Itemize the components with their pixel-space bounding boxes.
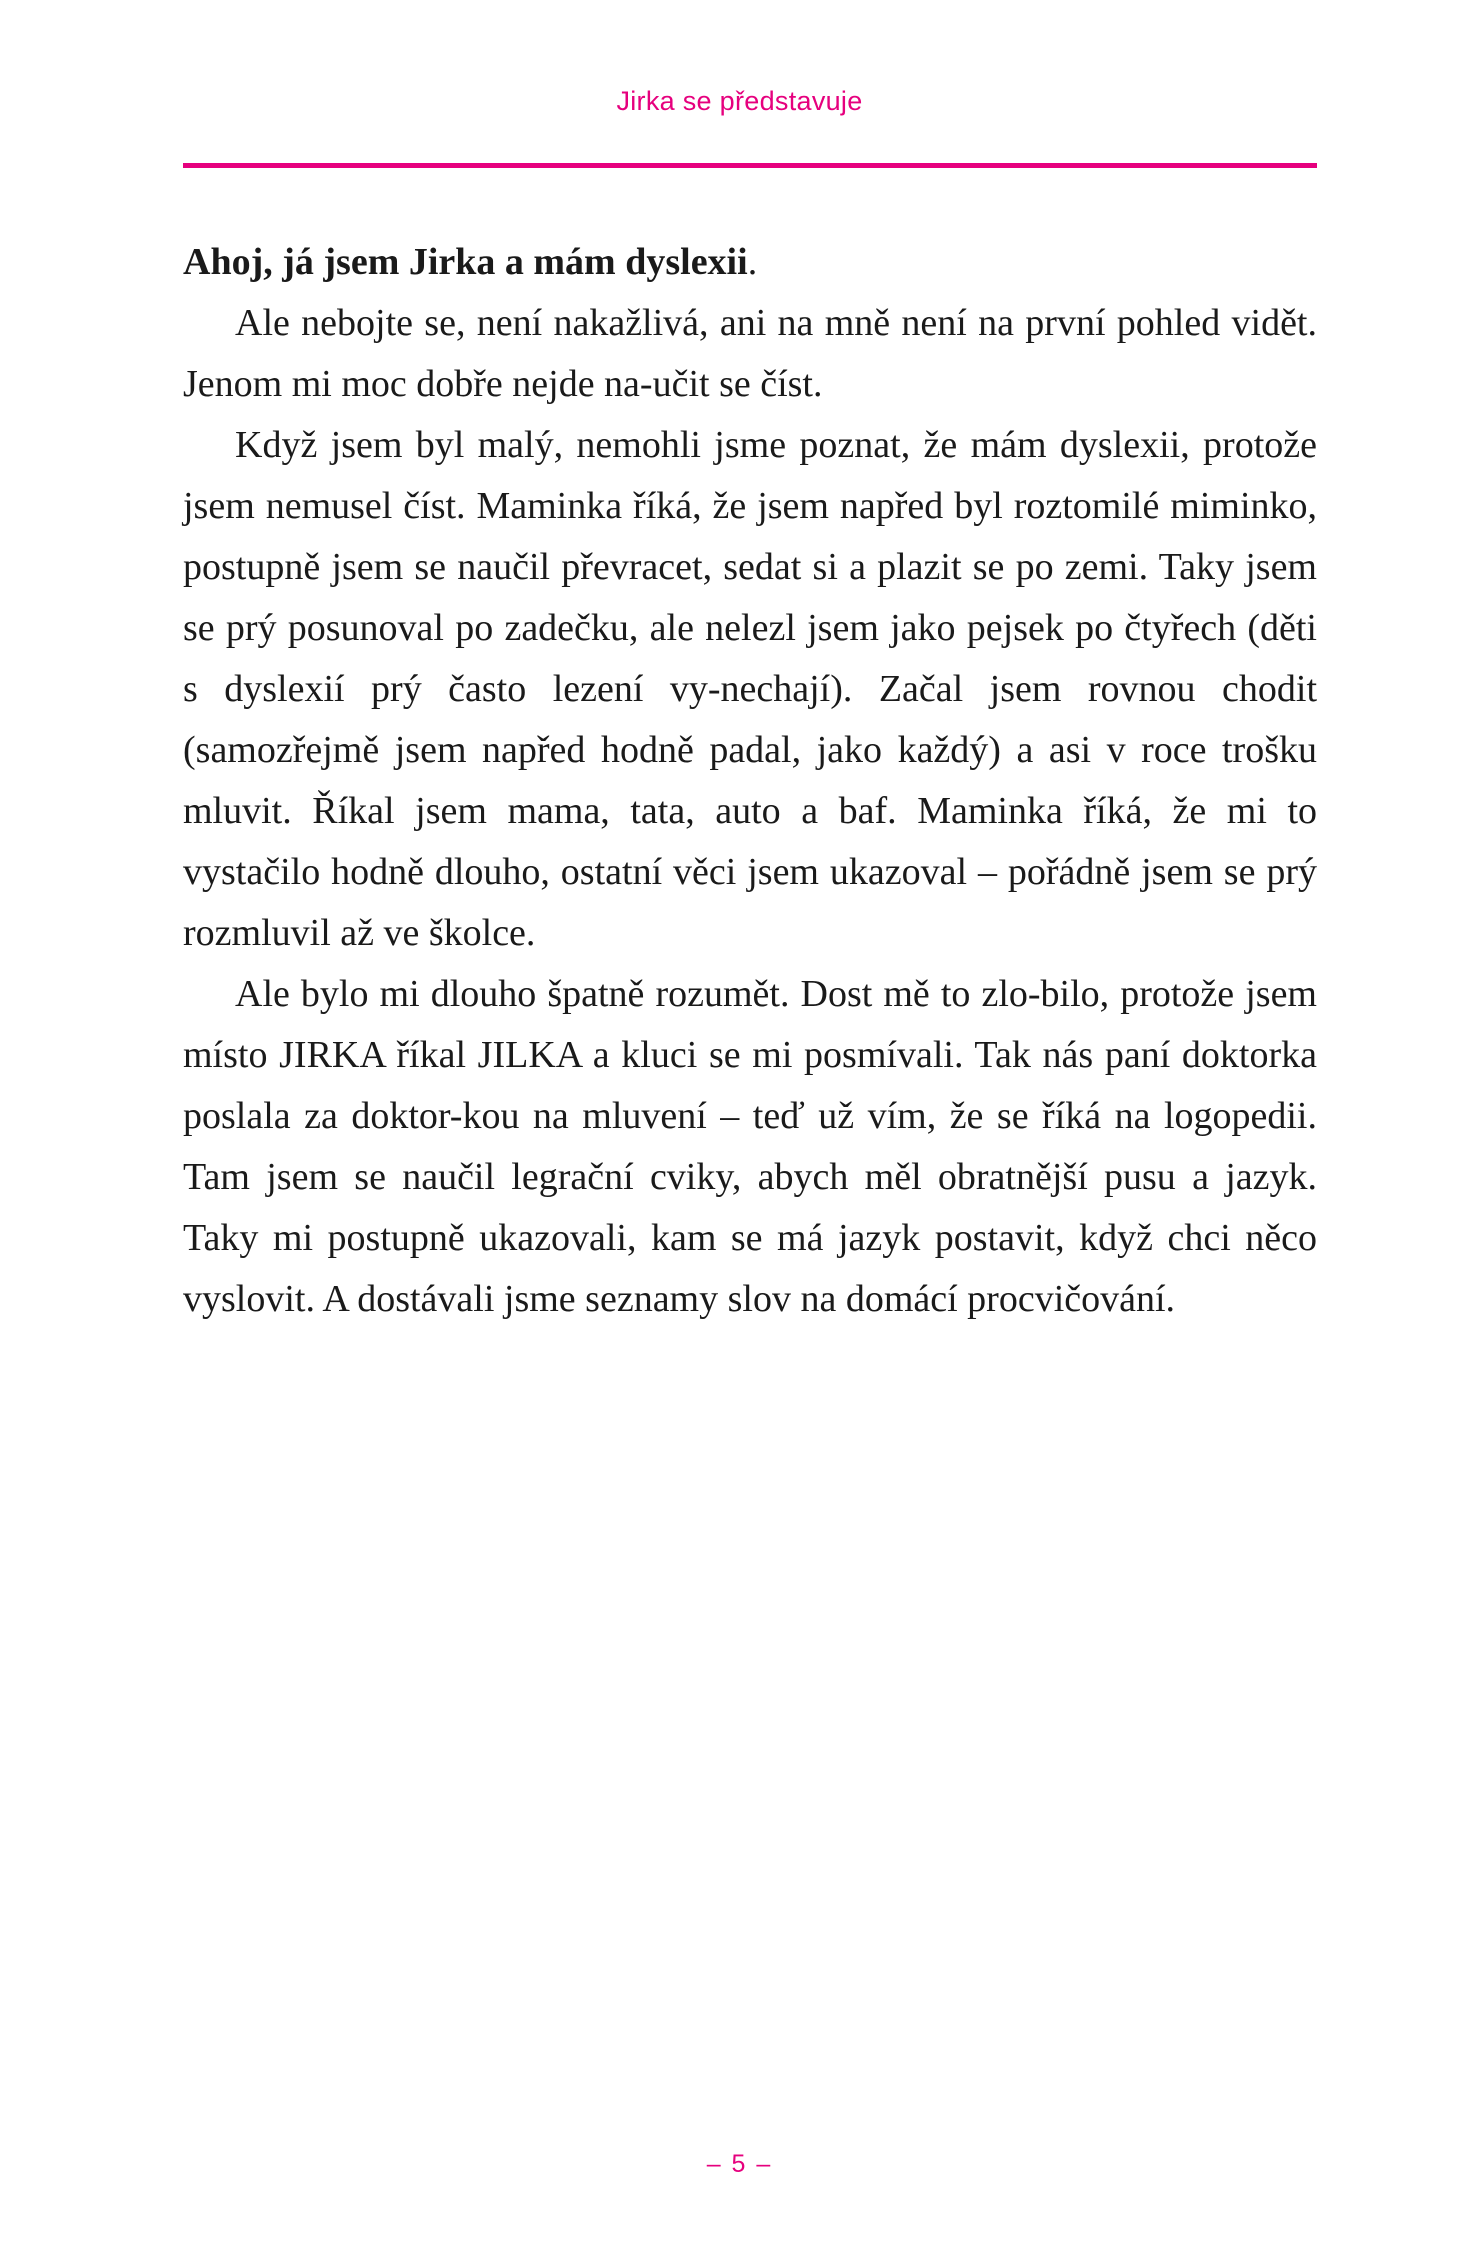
body-text-column — [183, 232, 1317, 1330]
paragraph-3: Když jsem byl malý, nemohli jsme poznat, že mám dyslexii, protože jsem nemusel číst. Maminka říká, že jsem napřed byl roztomilé miminko, postupně jsem se naučil převracet, sedat si a plazit se po zemi. Taky jsem se prý posunoval po zadečku, ale nelezl jsem jako pejsek po čtyřech (děti s dyslexií prý často lezení vy-nechají). Začal jsem rovnou chodit (samozřejmě jsem napřed hodně padal, jako každý) a asi v roce trošku mluvit. Říkal jsem mama, tata, auto a baf. Maminka říká, že mi to vystačilo hodně dlouho, ostatní věci jsem ukazoval – pořádně jsem se prý rozmluvil až ve školce. — [183, 424, 1317, 954]
paragraph-2: Ale nebojte se, není nakažlivá, ani na mně není na první pohled vidět. Jenom mi moc dobře nejde na-učit se číst. — [183, 302, 1317, 405]
paragraph-opening — [183, 232, 1317, 293]
lead-sentence-punctuation: . — [747, 241, 758, 283]
lead-sentence: Ahoj, já jsem Jirka a mám dyslexii — [183, 241, 748, 283]
header-rule — [183, 163, 1317, 168]
paragraph-4: Ale bylo mi dlouho špatně rozumět. Dost mě to zlo-bilo, protože jsem místo JIRKA říkal JILKA a kluci se mi posmívali. Tak nás paní doktorka poslala za doktor-kou na mluvení – teď už vím, že se říká na logopedii. Tam jsem se naučil legrační cviky, abych měl obratnější pusu a jazyk. Taky mi postupně ukazovali, kam se má jazyk postavit, když chci něco vyslovit. A dostávali jsme seznamy slov na domácí procvičování. — [183, 973, 1317, 1320]
page-number: – 5 – — [706, 2150, 773, 2178]
running-head: Jirka se představuje — [616, 86, 863, 116]
